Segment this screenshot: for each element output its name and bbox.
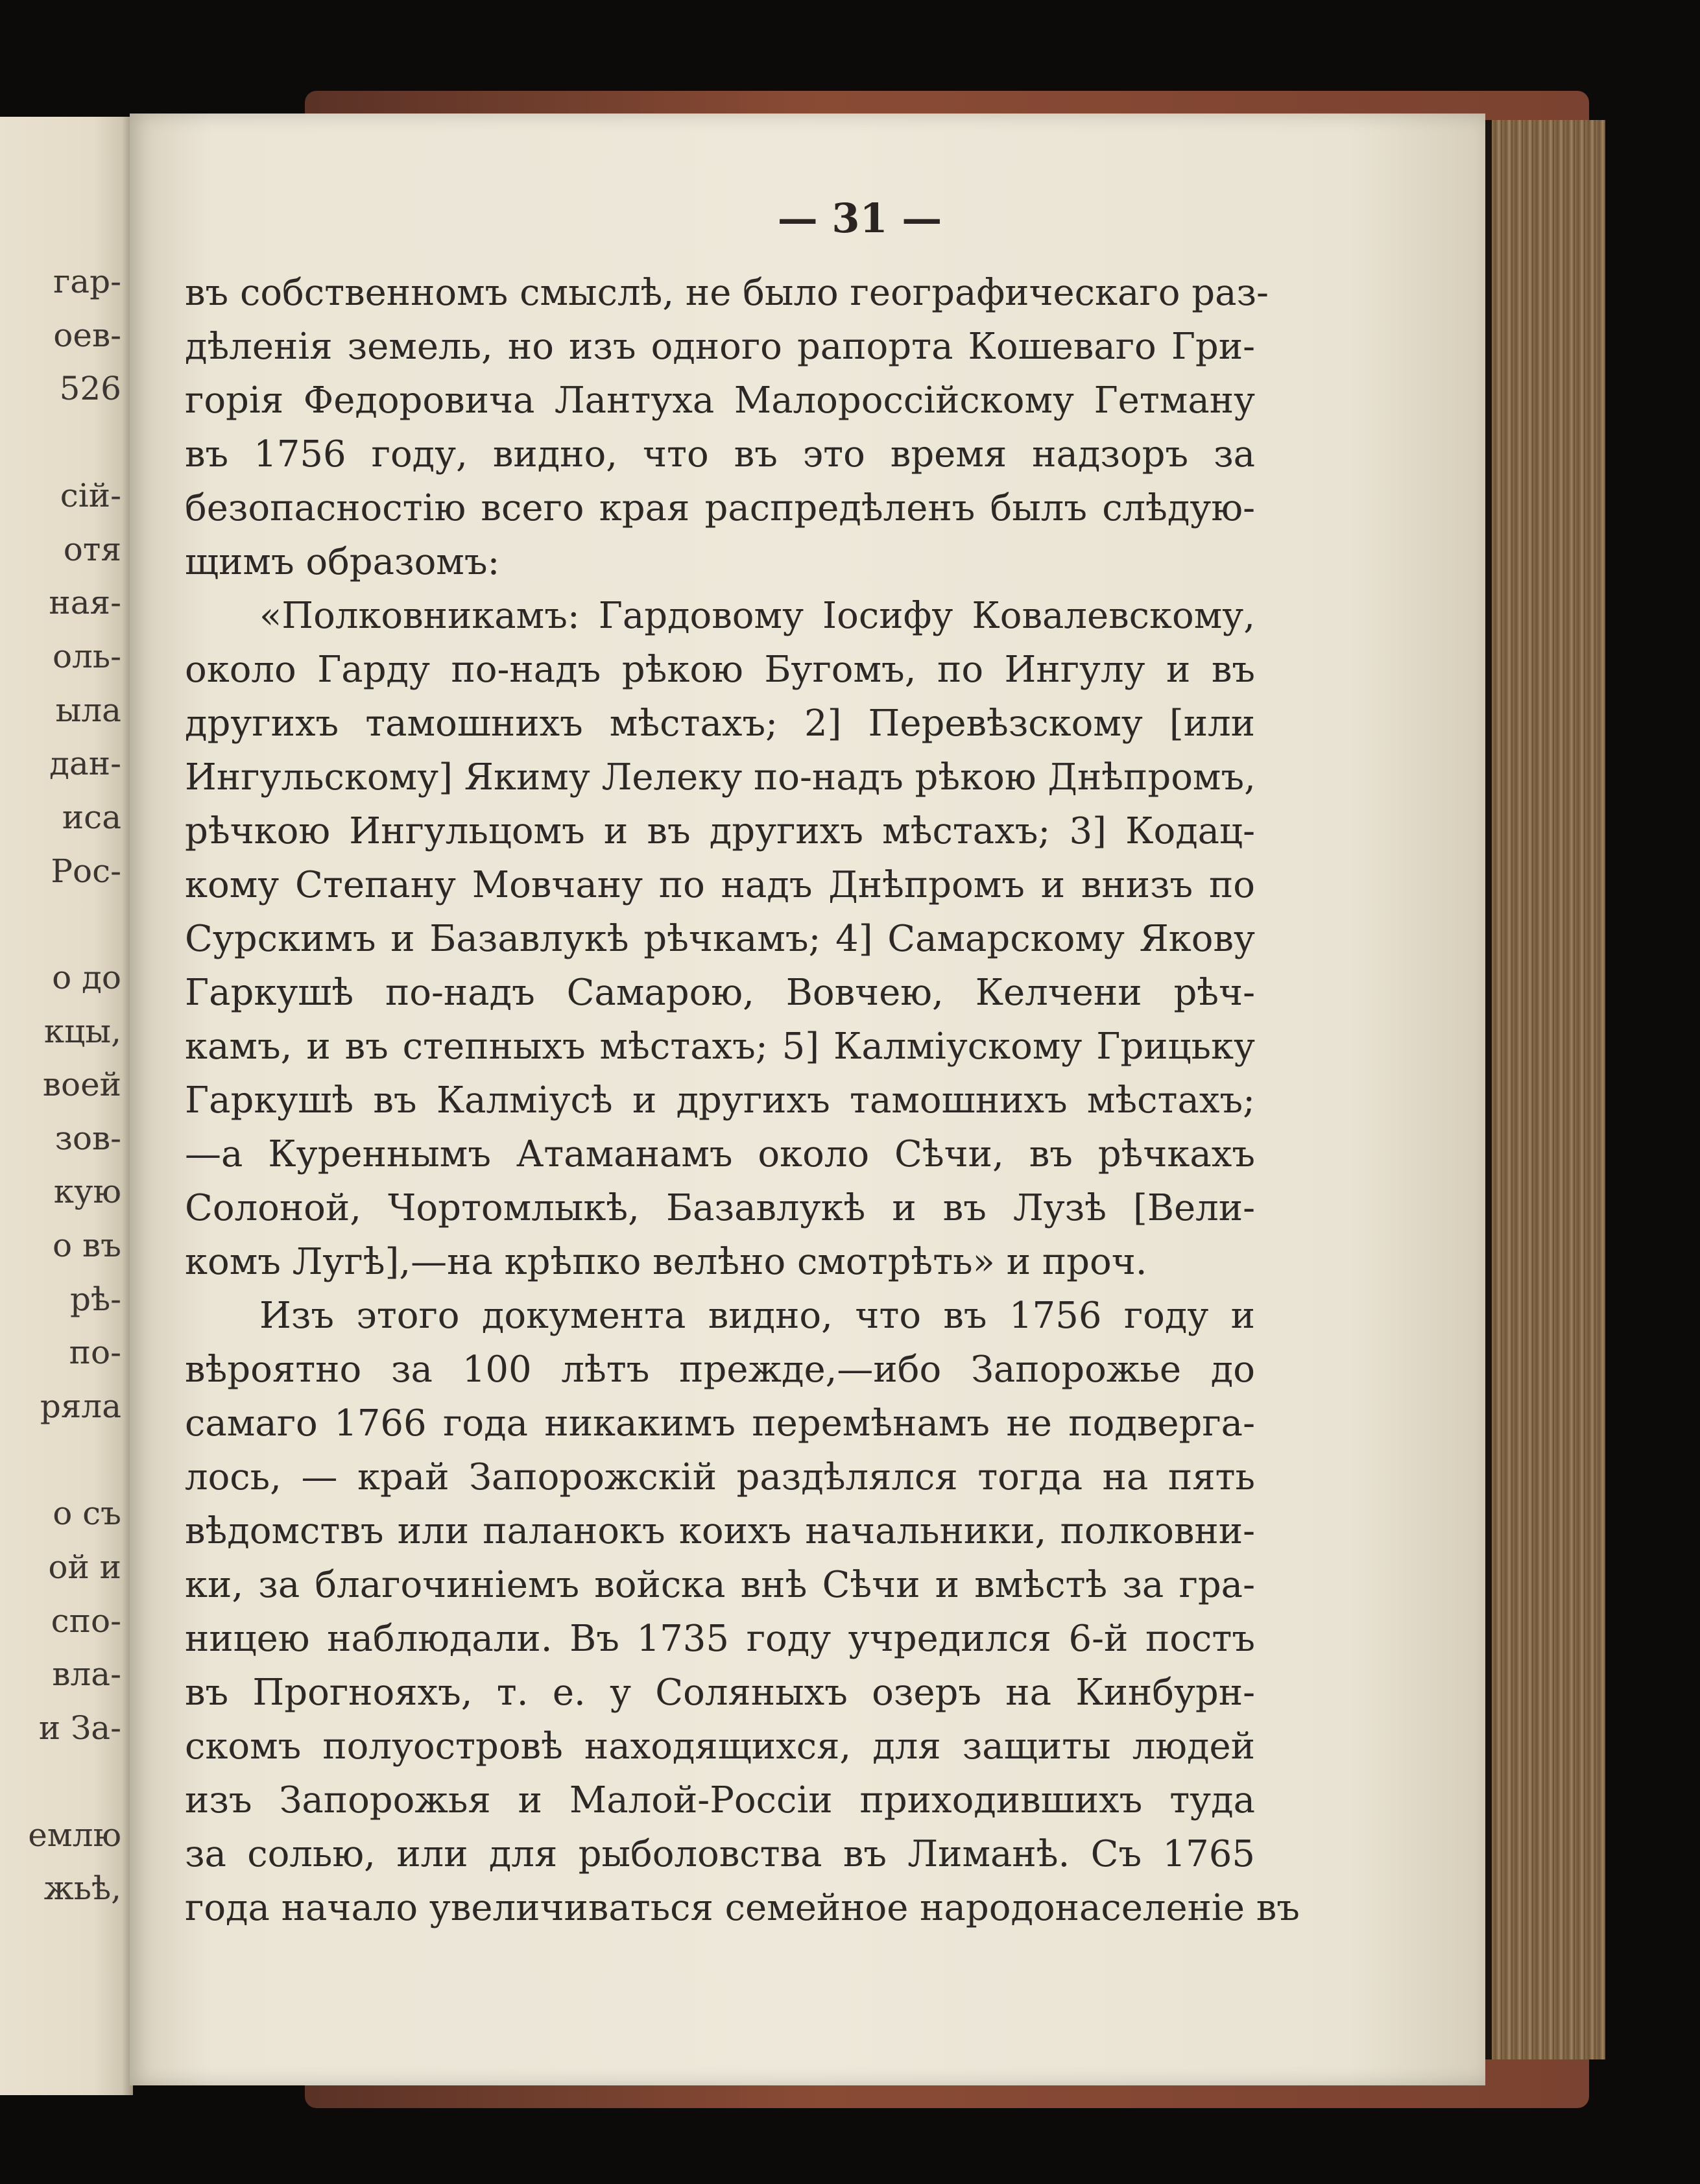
text-line: за солью, или для рыболовства въ Лиманѣ. Съ 1765 <box>185 1833 1255 1875</box>
previous-page-line: о съ <box>53 1494 121 1532</box>
previous-page-line: ыла <box>55 691 121 729</box>
text-line: Гаркушѣ въ Калміусѣ и другихъ тамошнихъ мѣстахъ; <box>185 1079 1255 1122</box>
text-line: въ 1756 году, видно, что въ это время надзоръ за <box>185 433 1255 475</box>
text-line: ницею наблюдали. Въ 1735 году учредился 6-й постъ <box>185 1618 1255 1660</box>
previous-page-line: жьѣ, <box>43 1869 121 1907</box>
previous-page-line: емлю <box>28 1816 121 1854</box>
text-line: камъ, и въ степныхъ мѣстахъ; 5] Калміускому Грицьку <box>185 1026 1255 1068</box>
previous-page-line: ряла <box>40 1387 121 1425</box>
previous-page-line: 526 <box>59 370 121 407</box>
previous-page-line: кую <box>53 1173 121 1210</box>
text-line: горія Федоровича Лантуха Малороссійскому Гетману <box>185 379 1255 422</box>
previous-page-line: и За- <box>38 1709 121 1747</box>
previous-page-line: зов- <box>54 1120 121 1157</box>
text-line: дѣленія земель, но изъ одного рапорта Кошеваго Гри- <box>185 326 1255 368</box>
text-line: самаго 1766 года никакимъ перемѣнамъ не подверга- <box>185 1402 1255 1445</box>
previous-page-line: гар- <box>53 263 121 300</box>
previous-page-line: оев- <box>53 317 121 354</box>
text-line: Сурскимъ и Базавлукѣ рѣчкамъ; 4] Самарскому Якову <box>185 918 1255 960</box>
text-line: —а Куреннымъ Атаманамъ около Сѣчи, въ рѣчкахъ <box>185 1133 1255 1175</box>
previous-page-line: рѣ- <box>69 1280 121 1318</box>
text-line: вѣроятно за 100 лѣтъ прежде,—ибо Запорожье до <box>185 1349 1255 1391</box>
previous-page-line: о въ <box>53 1227 121 1264</box>
previous-page-line: оль- <box>53 638 121 675</box>
previous-page-line: о до <box>52 959 121 996</box>
text-line: кому Степану Мовчану по надъ Днѣпромъ и внизъ по <box>185 864 1255 906</box>
text-line: Ингульскому] Якиму Лелеку по-надъ рѣкою Днѣпромъ, <box>185 756 1256 798</box>
text-line: въ собственномъ смыслѣ, не было географическаго раз- <box>185 272 1269 314</box>
text-line: Гаркушѣ по-надъ Самарою, Вовчею, Келчени рѣч- <box>185 972 1255 1014</box>
previous-page-line: сій- <box>60 477 121 514</box>
text-line: ки, за благочиніемъ войска внѣ Сѣчи и вмѣстѣ за гра- <box>185 1564 1255 1606</box>
text-line: комъ Лугѣ],—на крѣпко велѣно смотрѣть» и проч. <box>185 1241 1147 1283</box>
previous-page <box>0 117 133 2095</box>
previous-page-line: отя <box>63 531 121 568</box>
text-line: Изъ этого документа видно, что въ 1756 году и <box>259 1295 1255 1337</box>
text-line: изъ Запорожья и Малой-Россіи приходившихъ туда <box>185 1779 1255 1821</box>
text-line: года начало увеличиваться семейное народонаселеніе въ <box>185 1887 1300 1929</box>
text-line: около Гарду по-надъ рѣкою Бугомъ, по Ингулу и въ <box>185 649 1255 691</box>
text-line: скомъ полуостровѣ находящихся, для защиты людей <box>185 1725 1255 1768</box>
previous-page-line: по- <box>69 1334 121 1371</box>
text-line: другихъ тамошнихъ мѣстахъ; 2] Перевѣзскому [или <box>185 702 1255 745</box>
previous-page-line: ой и <box>48 1548 121 1586</box>
text-line: вѣдомствъ или паланокъ коихъ начальники, полковни- <box>185 1510 1255 1552</box>
previous-page-line: ная- <box>49 584 121 621</box>
text-line: щимъ образомъ: <box>185 541 500 583</box>
page-number: — 31 — <box>777 195 942 242</box>
previous-page-line: дан- <box>49 745 121 782</box>
text-line: безопасностію всего края распредѣленъ былъ слѣдую- <box>185 487 1255 529</box>
text-line: лось, — край Запорожскій раздѣлялся тогда на пять <box>185 1456 1255 1498</box>
previous-page-line: спо- <box>51 1602 121 1640</box>
previous-page-line: вла- <box>52 1655 121 1693</box>
previous-page-line: иса <box>62 798 121 836</box>
text-line: рѣчкою Ингульцомъ и въ другихъ мѣстахъ; 3] Кодац- <box>185 810 1255 852</box>
page-edges <box>1485 120 1605 2059</box>
text-line: въ Прогнояхъ, т. е. у Соляныхъ озеръ на Кинбурн- <box>185 1672 1255 1714</box>
text-line: «Полковникамъ: Гардовому Іосифу Ковалевскому, <box>259 595 1255 637</box>
previous-page-line: Рос- <box>51 852 121 890</box>
text-line: Солоной, Чортомлыкѣ, Базавлукѣ и въ Лузѣ [Вели- <box>185 1187 1255 1229</box>
previous-page-line: воей <box>42 1066 121 1103</box>
previous-page-line: кцы, <box>43 1013 121 1050</box>
